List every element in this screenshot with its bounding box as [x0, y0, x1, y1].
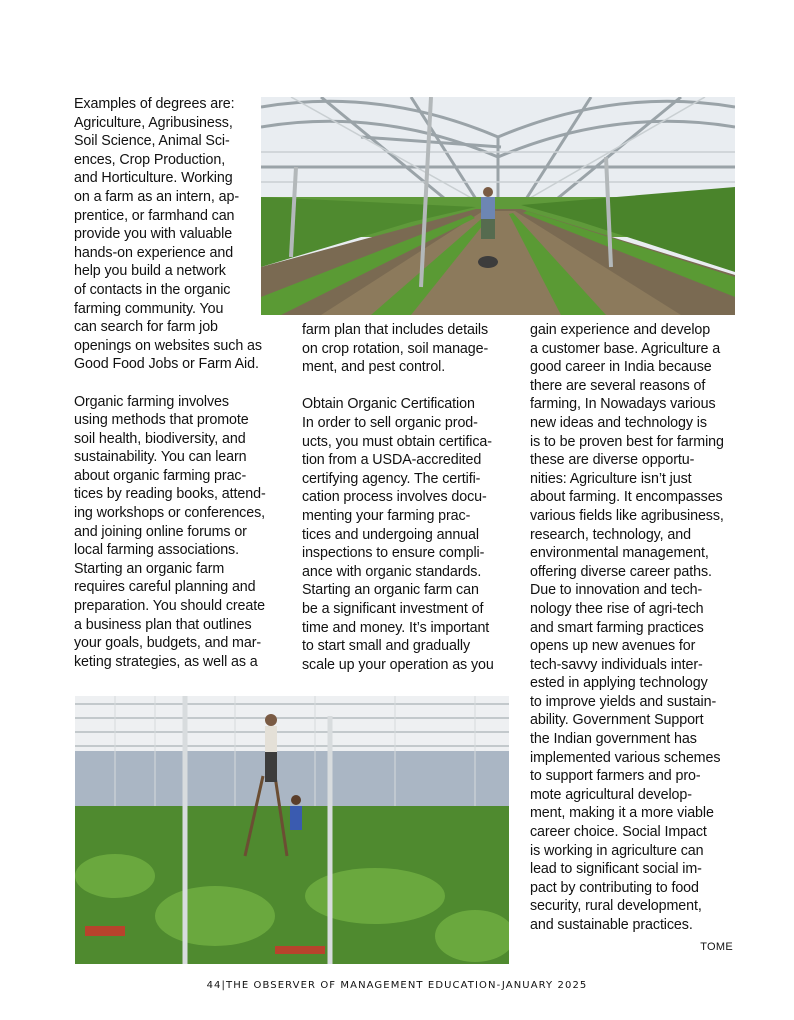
- greenhouse-photo-ladder: [75, 696, 509, 964]
- greenhouse-photo-wheelbarrow: [261, 97, 735, 315]
- article-column-3: gain experience and develop a customer base. Agriculture a good career in India because there are several reasons of farming, In Nowadays various new ideas and technology is is to be proven best for farming these are diverse opportu- nities: Agriculture isn’t just about farming. It encompasses various fields like agribusiness, research, technology, and environmental management, offering diverse career paths. Due to innovation and tech- nology thee rise of agri-tech and smart farming practices opens up new avenues for tech-savvy individuals inter- ested in applying technology to improve yields and sustain- ability. Government Support the Indian government has implemented various schemes to support farmers and pro- mote agricultural develop- ment, making it a more viable career choice. Social Impact is working in agriculture can lead to significant social im- pact by contributing to food security, rural development, and sustainable practices.: [530, 322, 724, 933]
- author-credit: TOME: [700, 941, 733, 953]
- article-column-2: farm plan that includes details on crop rotation, soil manage- ment, and pest control. Obtain Organic Certification In order to sell organic prod- ucts, you must obtain certifica- tion from a USDA-accredited certifying agency. The certifi- cation process involves docu- menting your farming prac- tices and undergoing annual inspections to ensure compli- ance with organic standards. Starting an organic farm can be a significant investment of time and money. It’s important to start small and gradually scale up your operation as you: [302, 322, 494, 673]
- page-footer: 44|THE OBSERVER OF MANAGEMENT EDUCATION-JANUARY 2025: [206, 980, 588, 991]
- article-column-1: Examples of degrees are: Agriculture, Agribusiness, Soil Science, Animal Sci- ences, Crop Production, and Horticulture. Working on a farm as an intern, ap- prentice, or farmhand can provide you with valuable hands-on experience and help you build a network of contacts in the organic farming community. You can search for farm job openings on websites such as Good Food Jobs or Farm Aid. Organic farming involves using methods that promote soil health, biodiversity, and sustainability. You can learn about organic farming prac- tices by reading books, attend- ing workshops or conferences, and joining online forums or local farming associations. Starting an organic farm requires careful planning and preparation. You should create a business plan that outlines your goals, budgets, and mar- keting strategies, as well as a: [74, 96, 266, 670]
